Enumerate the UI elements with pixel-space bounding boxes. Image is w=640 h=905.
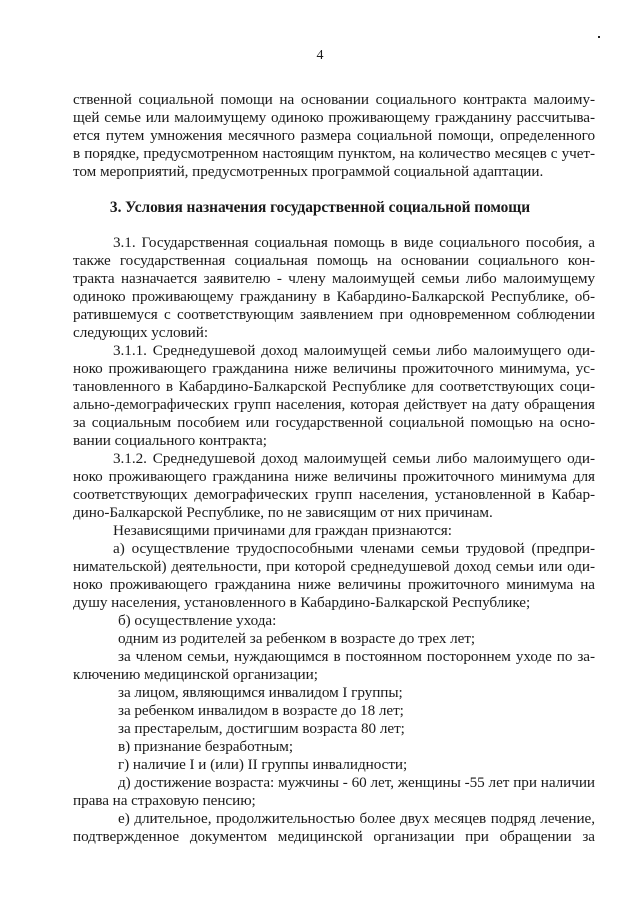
text-line: ственной социальной помощи на основании социального контракта малоиму- xyxy=(73,91,595,108)
text-line: г) наличие I и (или) II группы инвалидности; xyxy=(118,756,408,773)
text-line: следующих условий: xyxy=(73,324,208,341)
text-line: д) достижение возраста: мужчины - 60 лет, женщины -55 лет при наличии xyxy=(118,774,595,791)
text-line: одним из родителей за ребенком в возрасте до трех лет; xyxy=(118,630,476,647)
text-line: Независящими причинами для граждан признаются: xyxy=(113,522,452,539)
text-line: ется путем умножения месячного размера социальной помощи, определенного xyxy=(73,127,595,144)
text-line: том мероприятий, предусмотренных программой социальной адаптации. xyxy=(73,163,544,180)
text-line: ноко проживающего гражданина ниже величины прожиточного минимума на xyxy=(73,576,595,593)
text-line: за членом семьи, нуждающимся в постоянном постороннем уходе по за- xyxy=(118,648,595,665)
text-line: за социальным пособием или государственной социальной помощью на осно- xyxy=(73,414,595,431)
text-line: одиноко проживающему гражданину в Кабардино-Балкарской Республике, об- xyxy=(73,288,595,305)
text-line: подтвержденное документом медицинской организации при обращении за xyxy=(73,828,595,845)
text-line: вании социального контракта; xyxy=(73,432,267,449)
text-line: тракта назначается заявителю - члену малоимущей семьи либо малоимущему xyxy=(73,270,595,287)
scan-speck xyxy=(598,36,600,38)
text-line: за ребенком инвалидом в возрасте до 18 лет; xyxy=(118,702,404,719)
text-line: 3.1.2. Среднедушевой доход малоимущей семьи либо малоимущего оди- xyxy=(113,450,595,467)
text-line: за престарелым, достигшим возраста 80 лет; xyxy=(118,720,405,737)
text-line: душу населения, установленного в Кабардино-Балкарской Республике; xyxy=(73,594,531,611)
text-line: б) осуществление ухода: xyxy=(118,612,277,629)
text-line: в порядке, предусмотренном настоящим пунктом, на количество месяцев с учет- xyxy=(73,145,595,162)
text-line: тановленного в Кабардино-Балкарской Республике для соответствующих соци- xyxy=(73,378,595,395)
text-line: дино-Балкарской Республике, по не зависящим от них причинам. xyxy=(73,504,493,521)
text-line: за лицом, являющимся инвалидом I группы; xyxy=(118,684,403,701)
text-line: нимательской) деятельности, при которой среднедушевой доход семьи или оди- xyxy=(73,558,595,575)
text-line: 3.1. Государственная социальная помощь в виде социального пособия, а xyxy=(113,234,595,251)
text-line: в) признание безработным; xyxy=(118,738,293,755)
page-number: 4 xyxy=(316,48,324,63)
text-line: также государственная социальная помощь на основании социального кон- xyxy=(73,252,595,269)
text-line: ноко проживающего гражданина ниже величины прожиточного минимума, ус- xyxy=(73,360,595,377)
section-heading: 3. Условия назначения государственной социальной помощи xyxy=(109,199,531,216)
text-line: права на страховую пенсию; xyxy=(73,792,256,809)
text-line: е) длительное, продолжительностью более двух месяцев подряд лечение, xyxy=(118,810,595,827)
text-line: щей семье или малоимущему одиноко проживающему гражданину рассчитыва- xyxy=(73,109,595,126)
text-line: 3.1.1. Среднедушевой доход малоимущей семьи либо малоимущего оди- xyxy=(113,342,595,359)
text-line: ратившемуся с соответствующим заявлением при одновременном соблюдении xyxy=(73,306,595,323)
text-line: ключению медицинской организации; xyxy=(73,666,318,683)
text-line: ально-демографических групп населения, которая действует на дату обращения xyxy=(73,396,595,413)
text-line: а) осуществление трудоспособными членами семьи трудовой (предпри- xyxy=(113,540,595,557)
text-line: ноко проживающего гражданина ниже величины прожиточного минимума для xyxy=(73,468,595,485)
text-line: соответствующих демографических групп населения, установленной в Кабар- xyxy=(73,486,595,503)
